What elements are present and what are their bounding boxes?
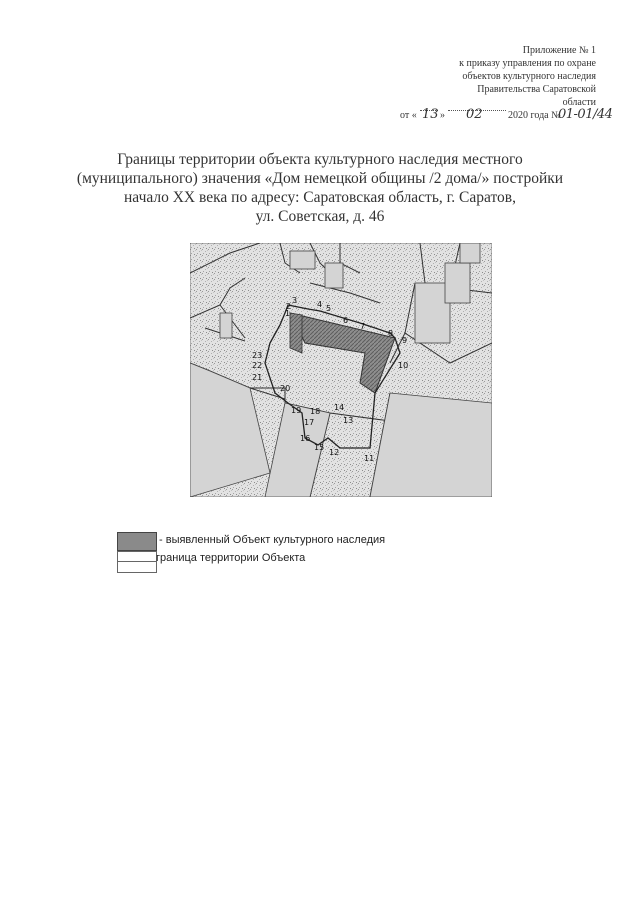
point-label-6: 6 xyxy=(343,316,349,325)
title-line: начало XX века по адресу: Саратовская область, г. Саратов, xyxy=(124,189,516,206)
point-label-12: 12 xyxy=(329,448,340,457)
point-label-14: 14 xyxy=(334,403,345,412)
point-label-23: 23 xyxy=(252,351,263,360)
order-date-line xyxy=(400,107,613,126)
date-prefix: от « xyxy=(400,110,417,121)
legend-object-swatch xyxy=(117,532,157,551)
point-label-20: 20 xyxy=(280,384,291,393)
point-label-2: 2 xyxy=(286,302,292,311)
point-label-11: 11 xyxy=(364,454,375,463)
point-label-19: 19 xyxy=(291,406,302,415)
date-month: 02 xyxy=(466,107,483,122)
legend-boundary-swatch xyxy=(117,551,157,573)
boundary-map xyxy=(190,243,492,497)
point-label-10: 10 xyxy=(398,361,409,370)
point-label-15: 15 xyxy=(314,443,325,452)
point-label-17: 17 xyxy=(304,418,315,427)
point-label-5: 5 xyxy=(326,304,332,313)
legend-object-label: - выявленный Объект культурного наследия xyxy=(159,534,386,546)
title-line: (муниципального) значения «Дом немецкой общины /2 дома/» постройки xyxy=(76,170,564,187)
point-label-3: 3 xyxy=(292,296,298,305)
appendix-line: области xyxy=(562,97,596,108)
point-label-4: 4 xyxy=(317,300,323,309)
point-label-13: 13 xyxy=(343,416,354,425)
date-year: 2020 года № xyxy=(508,110,561,121)
title-line: ул. Советская, д. 46 xyxy=(255,208,385,225)
title-line: Границы территории объекта культурного наследия местного xyxy=(117,151,523,168)
appendix-line: Правительства Саратовской xyxy=(477,84,596,95)
page-title xyxy=(70,150,570,226)
date-day: 13 xyxy=(422,107,439,122)
appendix-line: объектов культурного наследия xyxy=(462,71,596,82)
point-label-1: 1 xyxy=(285,309,291,318)
order-number: 01-01/44 xyxy=(558,107,613,122)
point-label-16: 16 xyxy=(300,434,311,443)
appendix-line: Приложение № 1 xyxy=(522,45,596,56)
point-label-18: 18 xyxy=(310,407,321,416)
point-label-22: 22 xyxy=(252,361,263,370)
appendix-block xyxy=(376,44,596,109)
point-label-9: 9 xyxy=(402,336,408,345)
legend-boundary-label: граница территории Объекта xyxy=(156,552,306,564)
point-label-8: 8 xyxy=(388,329,394,338)
point-label-21: 21 xyxy=(252,373,263,382)
date-mid: » xyxy=(440,110,445,121)
appendix-line: к приказу управления по охране xyxy=(459,58,596,69)
point-label-7: 7 xyxy=(360,322,366,331)
